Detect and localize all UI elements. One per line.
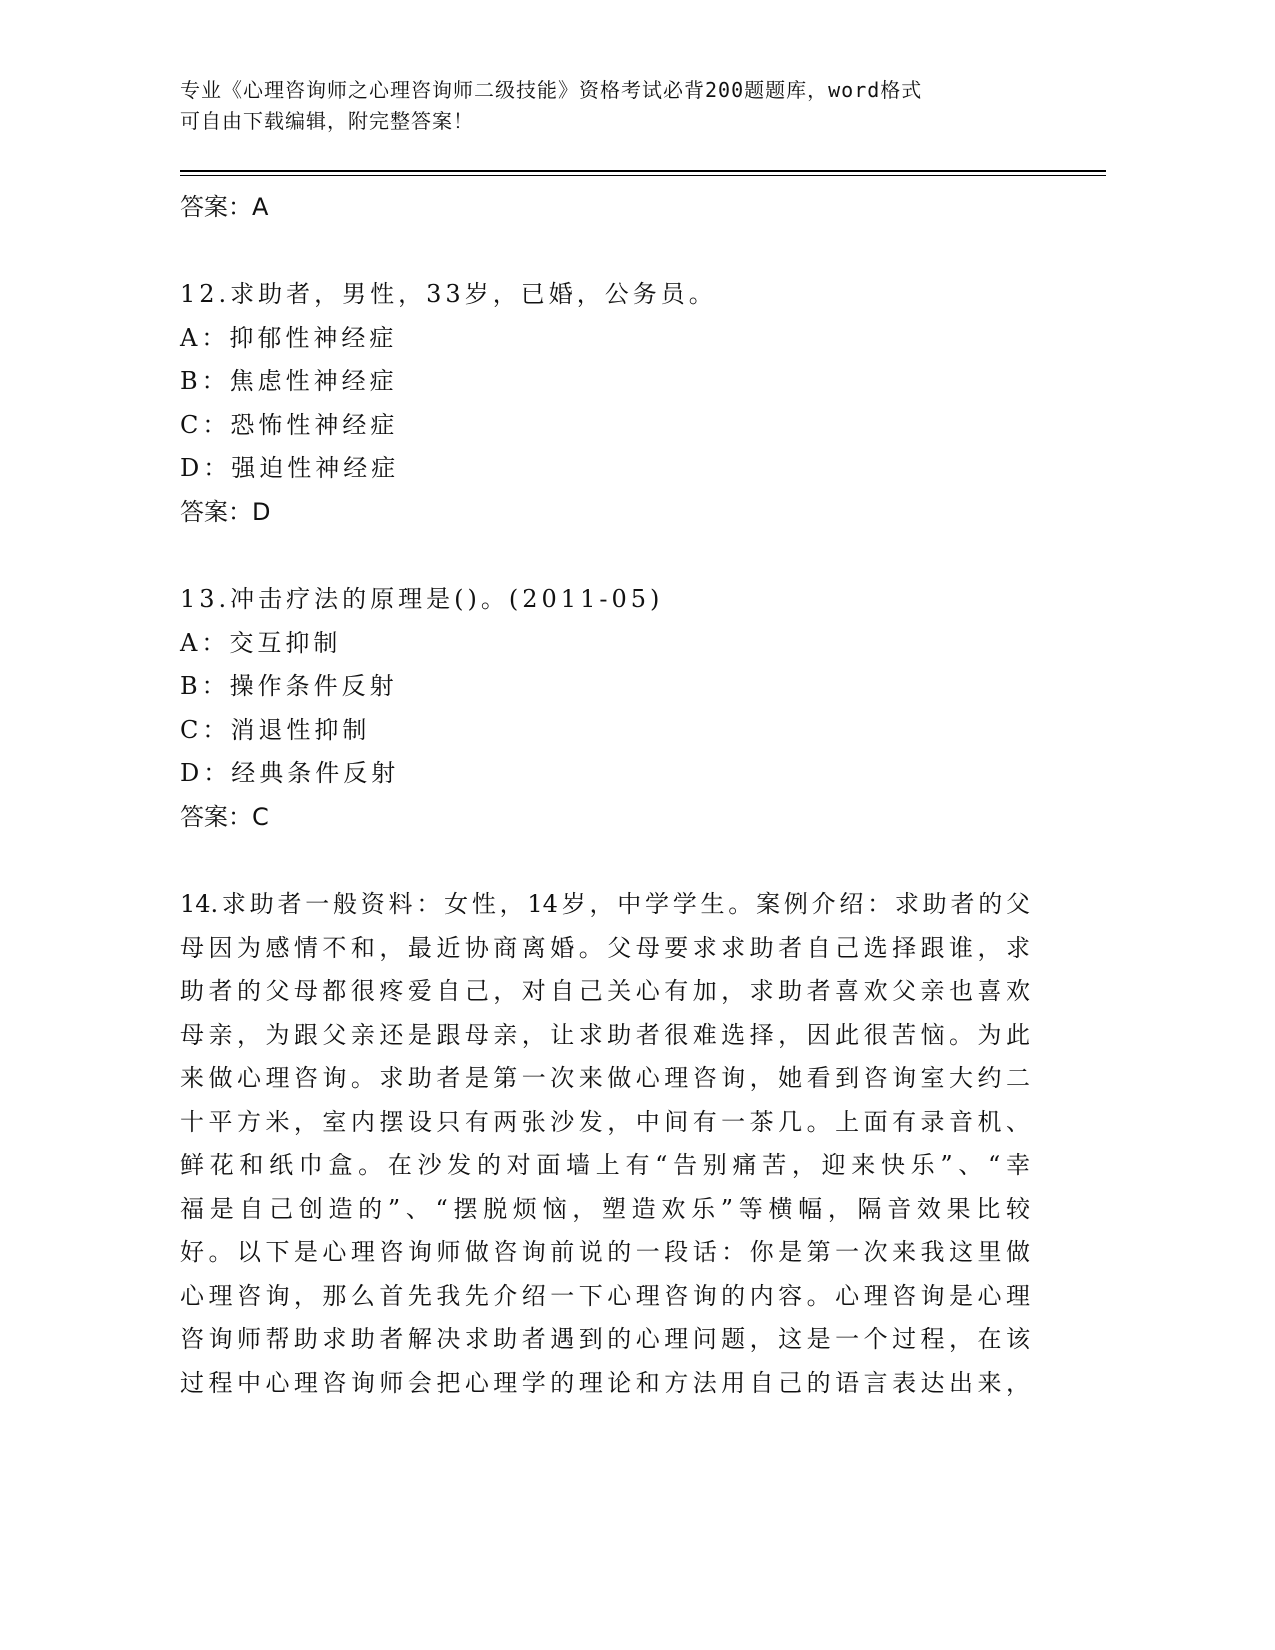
question-12-option-b: B：焦虑性神经症 xyxy=(180,367,398,395)
doc-header-line-1: 专业《心理咨询师之心理咨询师二级技能》资格考试必背200题题库，word格式 xyxy=(180,78,923,102)
question-14-line: 福是自己创造的”、“摆脱烦恼，塑造欢乐”等横幅，隔音效果比较 xyxy=(180,1195,1030,1223)
answer-12: 答案：D xyxy=(180,498,271,526)
question-14-line: 好。以下是心理咨询师做咨询前说的一段话：你是第一次来我这里做 xyxy=(180,1238,1030,1266)
question-13-option-c: C：消退性抑制 xyxy=(180,716,371,744)
answer-13: 答案：C xyxy=(180,803,269,831)
answer-11: 答案：A xyxy=(180,193,269,221)
question-12-option-d: D：强迫性神经症 xyxy=(180,454,400,482)
question-12-option-a: A：抑郁性神经症 xyxy=(180,324,398,352)
question-14-line: 鲜花和纸巾盒。在沙发的对面墙上有“告别痛苦，迎来快乐”、“幸 xyxy=(180,1151,1030,1179)
question-13-stem: 13.冲击疗法的原理是()。(2011-05) xyxy=(180,585,664,613)
question-14-line: 母因为感情不和，最近协商离婚。父母要求求助者自己选择跟谁，求 xyxy=(180,934,1030,962)
header-divider-bottom xyxy=(180,175,1106,176)
question-14-line: 咨询师帮助求助者解决求助者遇到的心理问题，这是一个过程，在该 xyxy=(180,1325,1030,1353)
question-14-line: 十平方米，室内摆设只有两张沙发，中间有一茶几。上面有录音机、 xyxy=(180,1108,1030,1136)
question-13-option-a: A：交互抑制 xyxy=(180,629,342,657)
question-14-line: 助者的父母都很疼爱自己，对自己关心有加，求助者喜欢父亲也喜欢 xyxy=(180,977,1030,1005)
question-12-option-c: C：恐怖性神经症 xyxy=(180,411,399,439)
doc-header-line-2: 可自由下载编辑，附完整答案！ xyxy=(180,109,474,133)
question-14-line: 14.求助者一般资料：女性，14岁，中学学生。案例介绍：求助者的父 xyxy=(180,890,1030,918)
question-12-stem: 12.求助者，男性，33岁，已婚，公务员。 xyxy=(180,280,717,308)
question-14-line: 过程中心理咨询师会把心理学的理论和方法用自己的语言表达出来， xyxy=(180,1369,1030,1397)
question-13-option-d: D：经典条件反射 xyxy=(180,759,400,787)
question-14-line: 母亲，为跟父亲还是跟母亲，让求助者很难选择，因此很苦恼。为此 xyxy=(180,1021,1030,1049)
header-divider-top xyxy=(180,170,1106,172)
question-14-line: 心理咨询，那么首先我先介绍一下心理咨询的内容。心理咨询是心理 xyxy=(180,1282,1030,1310)
question-14-line: 来做心理咨询。求助者是第一次来做心理咨询，她看到咨询室大约二 xyxy=(180,1064,1030,1092)
question-13-option-b: B：操作条件反射 xyxy=(180,672,398,700)
